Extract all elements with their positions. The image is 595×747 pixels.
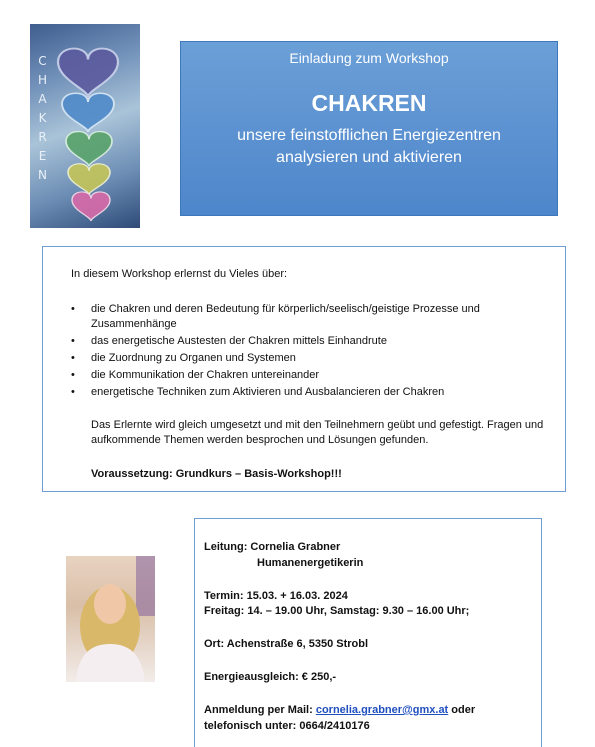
chakren-poster-image — [30, 24, 140, 228]
title-description-line-2: analysieren und aktivieren — [276, 149, 462, 166]
heart-violet-icon — [58, 49, 118, 97]
practice-paragraph: Das Erlernte wird gleich umgesetzt und mit den Teilnehmern geübt und gefestigt. Fragen und aufkommende Themen werden besprochen und Lösungen gefunden. — [91, 419, 544, 446]
date-line: Termin: 15.03. + 16.03. 2024 — [204, 590, 348, 602]
email-link[interactable]: cornelia.grabner@gmx.at — [315, 704, 449, 716]
title-description-line-1: unsere feinstofflichen Energiezentren — [237, 127, 501, 144]
content-intro: In diesem Workshop erlernst du Vieles über: — [71, 268, 288, 280]
leader-line: Leitung: Cornelia Grabner — [204, 541, 341, 553]
invitation-subtitle: Einladung zum Workshop — [289, 50, 449, 66]
heart-pink-icon — [72, 192, 110, 221]
bullet: • — [71, 352, 75, 364]
price-line: Energieausgleich: € 250,- — [204, 671, 337, 683]
trainer-portrait-illustration — [66, 556, 155, 682]
workshop-title-banner — [180, 41, 558, 216]
event-details-box — [194, 518, 542, 747]
phone-line: telefonisch unter: 0664/2410176 — [204, 720, 370, 732]
list-item: • die Kommunikation der Chakren untereinander — [71, 369, 320, 381]
chakra-hearts-art — [30, 24, 140, 228]
registration-line: Anmeldung per Mail: cornelia.grabner@gmx.at oder — [204, 704, 476, 716]
requirement-note: Voraussetzung: Grundkurs – Basis-Workshop!!! — [91, 468, 342, 480]
heart-green-icon — [66, 132, 112, 167]
bullet: • — [71, 386, 75, 398]
location-line: Ort: Achenstraße 6, 5350 Strobl — [204, 638, 369, 650]
bullet: • — [71, 369, 75, 381]
poster-vertical-title: C H A K R E N — [37, 54, 49, 182]
list-item: • die Chakren und deren Bedeutung für körperlich/seelisch/geistige Prozesse und Zusammenhänge — [71, 303, 480, 330]
workshop-title: CHAKREN — [311, 90, 427, 116]
times-line: Freitag: 14. – 19.00 Uhr, Samstag: 9.30 – 16.00 Uhr; — [204, 605, 470, 617]
heart-yellow-icon — [68, 164, 110, 195]
list-item: • das energetische Austesten der Chakren mittels Einhandrute — [71, 335, 387, 347]
heart-blue-icon — [62, 93, 114, 132]
list-item: • die Zuordnung zu Organen und Systemen — [71, 352, 296, 364]
bullet: • — [71, 303, 75, 315]
leader-role: Humanenergetikerin — [257, 557, 364, 569]
list-item: • energetische Techniken zum Aktivieren und Ausbalancieren der Chakren — [71, 386, 445, 398]
trainer-photo — [66, 556, 155, 682]
topics-list — [71, 302, 541, 402]
workshop-content-box — [42, 246, 566, 492]
bullet: • — [71, 335, 75, 347]
